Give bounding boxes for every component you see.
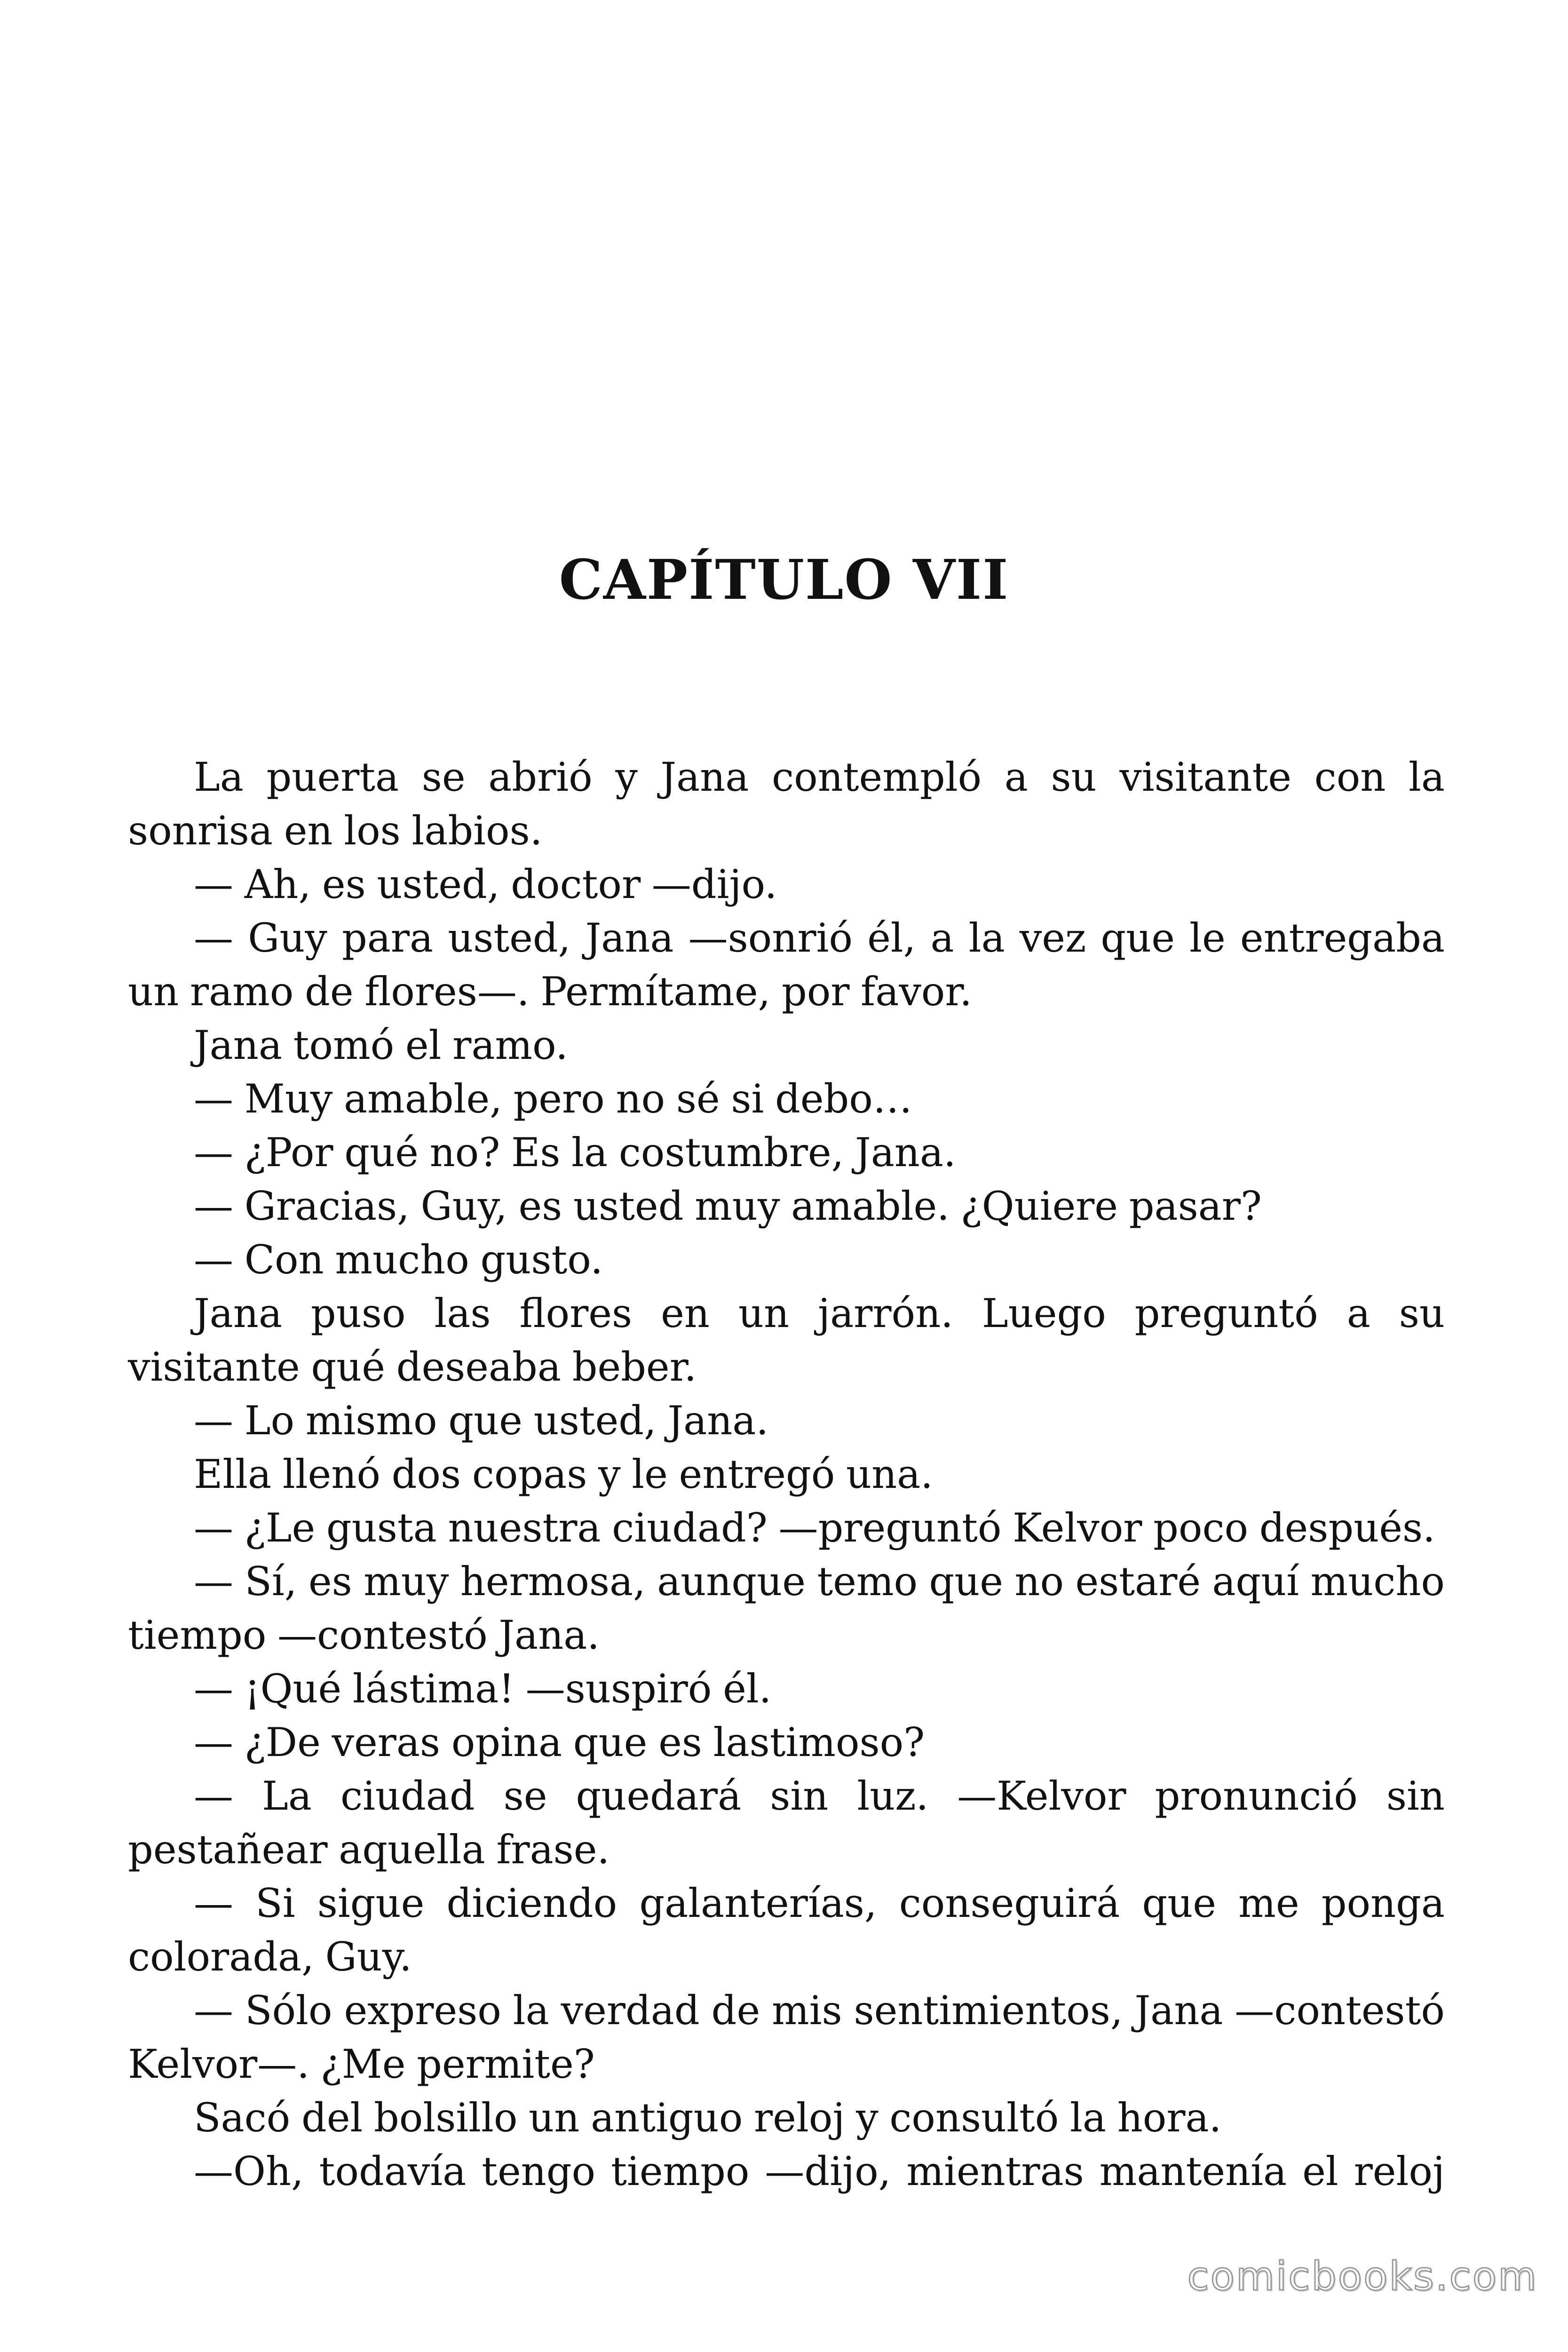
chapter-body: [128, 750, 1445, 2198]
paragraph: — ¡Qué lástima! —suspiró él.: [194, 1666, 772, 1712]
paragraph: — ¿Por qué no? Es la costumbre, Jana.: [194, 1129, 956, 1176]
paragraph: — Guy para usted, Jana —sonrió él, a la vez que le entregaba un ramo de flores—. Permítame, por favor.: [128, 915, 1445, 1015]
paragraph: —Oh, todavía tengo tiempo —dijo, mientras mantenía el reloj: [194, 2148, 1445, 2194]
paragraph: — Si sigue diciendo galanterías, conseguirá que me ponga colorada, Guy.: [128, 1880, 1445, 1980]
site-watermark: comicbooks.com: [1187, 2253, 1538, 2299]
paragraph: — Con mucho gusto.: [194, 1237, 603, 1283]
paragraph: — La ciudad se quedará sin luz. —Kelvor pronunció sin pestañear aquella frase.: [128, 1773, 1445, 1873]
paragraph: — Lo mismo que usted, Jana.: [194, 1398, 769, 1444]
paragraph: — ¿De veras opina que es lastimoso?: [194, 1719, 925, 1765]
paragraph: Jana puso las flores en un jarrón. Luego preguntó a su visitante qué deseaba beber.: [128, 1290, 1445, 1390]
paragraph: Ella llenó dos copas y le entregó una.: [194, 1451, 933, 1497]
paragraph: Sacó del bolsillo un antiguo reloj y consultó la hora.: [194, 2095, 1222, 2141]
paragraph: — Muy amable, pero no sé si debo…: [194, 1076, 912, 1122]
paragraph: — ¿Le gusta nuestra ciudad? —preguntó Kelvor poco después.: [194, 1505, 1435, 1551]
paragraph: Jana tomó el ramo.: [194, 1022, 568, 1068]
chapter-title: CAPÍTULO VII: [559, 548, 1009, 612]
paragraph: La puerta se abrió y Jana contempló a su visitante con la sonrisa en los labios.: [128, 754, 1445, 854]
paragraph: — Sólo expreso la verdad de mis sentimientos, Jana —contestó Kelvor—. ¿Me permite?: [128, 1987, 1445, 2087]
paragraph: — Gracias, Guy, es usted muy amable. ¿Quiere pasar?: [194, 1183, 1262, 1229]
paragraph: — Sí, es muy hermosa, aunque temo que no estaré aquí mucho tiempo —contestó Jana.: [128, 1558, 1445, 1658]
paragraph: — Ah, es usted, doctor —dijo.: [194, 861, 777, 907]
